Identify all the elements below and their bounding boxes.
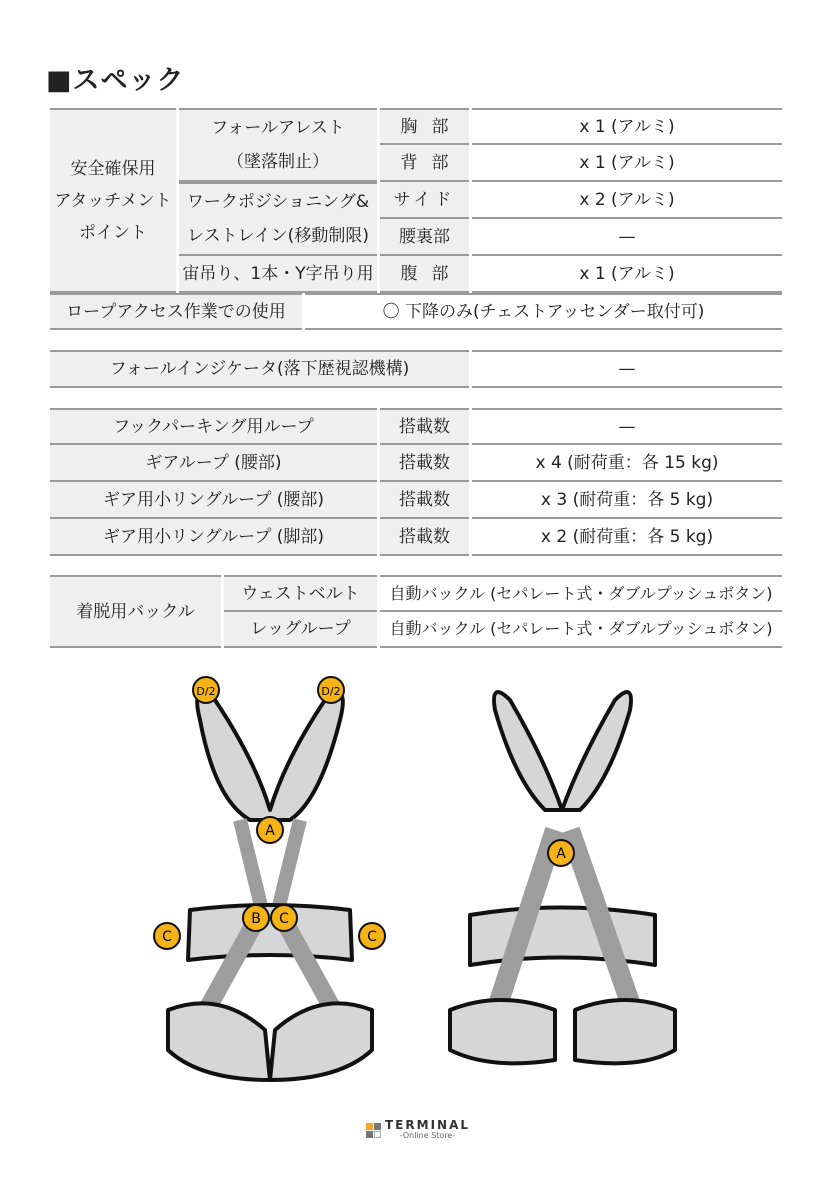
buckle-value-leg: 自動バックル (セパレート式・ダブルプッシュボタン) bbox=[380, 612, 782, 648]
svg-text:C: C bbox=[367, 929, 377, 945]
footer-logo bbox=[366, 1120, 470, 1140]
loop-label: フックパーキング用ループ bbox=[50, 408, 377, 445]
position-chest: 胸部 bbox=[380, 108, 469, 145]
buckle-value-waist: 自動バックル (セパレート式・ダブルプッシュボタン) bbox=[380, 575, 782, 612]
harness-back bbox=[450, 692, 675, 1063]
position-belly: 腹部 bbox=[380, 256, 469, 293]
loop-label: ギア用小リングループ (腰部) bbox=[50, 482, 377, 519]
loop-value: x 3 (耐荷重：各 5 kg) bbox=[472, 482, 782, 519]
svg-text:B: B bbox=[251, 911, 261, 927]
marker-c-left bbox=[154, 923, 180, 949]
loop-count-label: 搭載数 bbox=[380, 445, 469, 482]
fall-indicator-value: — bbox=[472, 350, 782, 388]
marker-d-left bbox=[193, 677, 219, 703]
harness-front bbox=[168, 693, 372, 1080]
rope-access-label: ロープアクセス作業での使用 bbox=[50, 293, 302, 330]
loop-value: x 2 (耐荷重：各 5 kg) bbox=[472, 519, 782, 556]
fall-indicator-label: フォールインジケータ(落下歴視認機構) bbox=[50, 350, 469, 388]
buckle-group-label: 着脱用バックル bbox=[50, 575, 221, 648]
loop-label: ギアループ (腰部) bbox=[50, 445, 377, 482]
marker-b-front bbox=[243, 905, 269, 931]
work-positioning-label: ワークポジショニング& レストレイン(移動制限) bbox=[179, 182, 377, 256]
loop-count-label: 搭載数 bbox=[380, 519, 469, 556]
loop-value: — bbox=[472, 408, 782, 445]
buckle-part-waist: ウェストベルト bbox=[224, 575, 377, 612]
buckle-part-leg: レッグループ bbox=[224, 612, 377, 648]
marker-d-right bbox=[318, 677, 344, 703]
position-back: 背部 bbox=[380, 145, 469, 182]
value-side: x 2 (アルミ) bbox=[472, 182, 782, 219]
svg-text:D/2: D/2 bbox=[321, 685, 341, 698]
value-belly: x 1 (アルミ) bbox=[472, 256, 782, 293]
fall-arrest-label: フォールアレスト （墜落制止） bbox=[179, 108, 377, 182]
position-side: サイド bbox=[380, 182, 469, 219]
svg-text:C: C bbox=[279, 911, 289, 927]
suspension-label: 宙吊り、1本・Y字吊り用 bbox=[179, 256, 377, 293]
svg-text:D/2: D/2 bbox=[196, 685, 216, 698]
value-lower-back: — bbox=[472, 219, 782, 256]
marker-a-back bbox=[548, 840, 574, 866]
value-chest: x 1 (アルミ) bbox=[472, 108, 782, 145]
harness-diagram bbox=[0, 660, 833, 1100]
footer-brand: TERMINAL bbox=[385, 1118, 471, 1132]
loop-value: x 4 (耐荷重：各 15 kg) bbox=[472, 445, 782, 482]
svg-text:C: C bbox=[162, 929, 172, 945]
marker-a-front bbox=[257, 817, 283, 843]
page-title: ■スペック bbox=[46, 65, 185, 96]
loop-count-label: 搭載数 bbox=[380, 408, 469, 445]
marker-c-front bbox=[271, 905, 297, 931]
logo-squares-icon bbox=[366, 1123, 381, 1138]
rope-access-value: 〇 下降のみ(チェストアッセンダー取付可) bbox=[305, 293, 782, 330]
footer-sub: -Online Store- bbox=[399, 1131, 456, 1140]
loop-label: ギア用小リングループ (脚部) bbox=[50, 519, 377, 556]
value-back: x 1 (アルミ) bbox=[472, 145, 782, 182]
loop-count-label: 搭載数 bbox=[380, 482, 469, 519]
svg-text:A: A bbox=[556, 846, 566, 862]
svg-text:A: A bbox=[265, 823, 275, 839]
position-lower-back: 腰裏部 bbox=[380, 219, 469, 256]
marker-c-right bbox=[359, 923, 385, 949]
attachment-group-label: 安全確保用 アタッチメント ポイント bbox=[50, 108, 176, 293]
